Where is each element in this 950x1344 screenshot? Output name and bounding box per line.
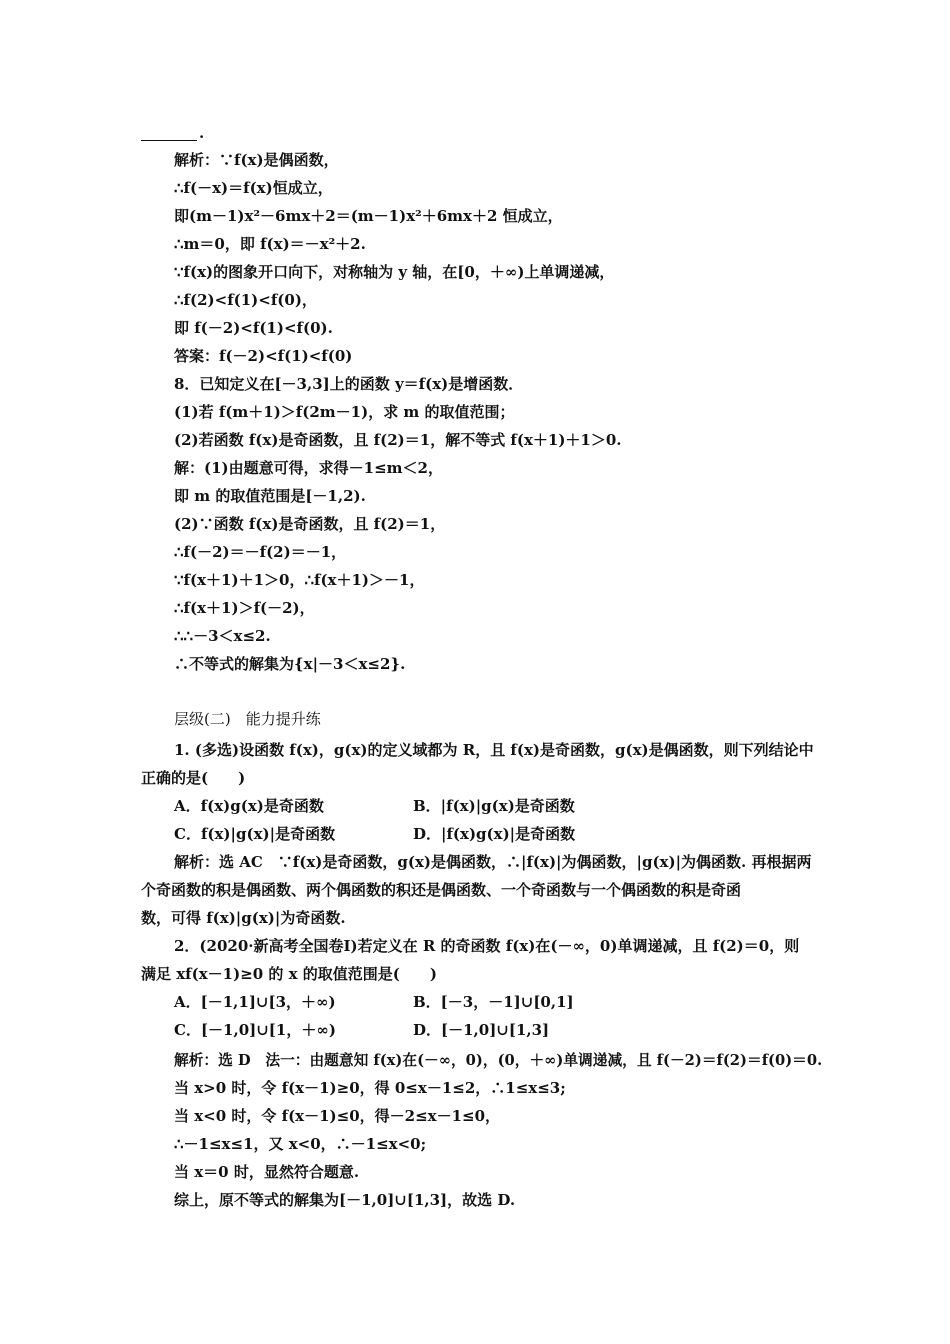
analysis-line: 当 x<0 时，令 f(x－1)≤0，得－2≤x－1≤0， [174, 1107, 501, 1125]
answer-line: 答案：f(－2)<f(1)<f(0) [174, 347, 353, 365]
analysis-line: 当 x＝0 时，显然符合题意. [174, 1163, 360, 1181]
analysis-line: 综上，原不等式的解集为[－1,0]∪[1,3]，故选 D. [174, 1191, 516, 1209]
text-line: ∴f(－x)＝f(x)恒成立， [174, 179, 333, 197]
answer-blank [141, 140, 197, 141]
option-c: C．[－1,0]∪[1，＋∞) [174, 1021, 336, 1039]
question-1-stem: 1. (多选)设函数 f(x)，g(x)的定义域都为 R，且 f(x)是奇函数，g(x)是偶函数，则下列结论中 [174, 741, 814, 759]
text-line: ∴f(x＋1)＞f(－2)， [174, 599, 315, 617]
question-8-part-1: (1)若 f(m＋1)＞f(2m－1)，求 m 的取值范围； [174, 403, 515, 421]
text-line: 即 m 的取值范围是[－1,2). [174, 487, 366, 505]
text-line: ∵f(x)的图象开口向下，对称轴为 y 轴，在[0，＋∞)上单调递减， [174, 263, 615, 281]
text-line: 即 f(－2)<f(1)<f(0). [174, 319, 333, 337]
blank-period: . [199, 124, 205, 142]
option-d: D．|f(x)g(x)|是奇函数 [413, 825, 576, 843]
text-line: ∴f(2)<f(1)<f(0)， [174, 291, 317, 309]
analysis-line: 解析：选 D 法一：由题意知 f(x)在(－∞，0)，(0，＋∞)单调递减，且 f(－2)＝f(2)＝f(0)＝0. [174, 1051, 823, 1069]
option-a: A．[－1,1]∪[3，＋∞) [174, 993, 336, 1011]
analysis-line: 当 x>0 时，令 f(x－1)≥0，得 0≤x－1≤2，∴1≤x≤3; [174, 1079, 566, 1097]
text-line: 即(m－1)x²－6mx＋2＝(m－1)x²＋6mx＋2 恒成立， [174, 207, 563, 225]
text-line: ∴不等式的解集为{x|－3＜x≤2}. [174, 655, 406, 673]
text-line: ∵f(x＋1)＋1＞0，∴f(x＋1)＞－1， [174, 571, 425, 589]
question-8-stem: 8．已知定义在[－3,3]上的函数 y＝f(x)是增函数． [174, 375, 524, 393]
text-line: (2)∵函数 f(x)是奇函数，且 f(2)＝1， [174, 515, 446, 533]
option-c: C．f(x)|g(x)|是奇函数 [174, 825, 336, 843]
question-8-part-2: (2)若函数 f(x)是奇函数，且 f(2)＝1，解不等式 f(x＋1)＋1＞0. [174, 431, 622, 449]
section-heading: 层级(二) 能力提升练 [174, 710, 321, 728]
question-2-stem-cont: 满足 xf(x－1)≥0 的 x 的取值范围是( ) [141, 965, 438, 983]
text-line: 解析：∵f(x)是偶函数， [174, 151, 339, 169]
question-1-stem-cont: 正确的是( ) [141, 769, 246, 787]
text-line: ∴f(－2)＝－f(2)＝－1， [174, 543, 347, 561]
option-b: B．|f(x)|g(x)是奇函数 [413, 797, 575, 815]
option-a: A．f(x)g(x)是奇函数 [174, 797, 324, 815]
analysis-line: ∴－1≤x≤1，又 x<0，∴－1≤x<0; [174, 1135, 427, 1153]
text-line: ∴∴－3＜x≤2. [174, 627, 271, 645]
analysis-line: 数，可得 f(x)|g(x)|为奇函数. [141, 909, 346, 927]
option-d: D．[－1,0]∪[1,3] [413, 1021, 550, 1039]
analysis-line: 解析：选 AC ∵f(x)是奇函数，g(x)是偶函数，∴|f(x)|为偶函数，|g(x)|为偶函数. 再根据两 [174, 853, 812, 871]
text-line: ∴m＝0，即 f(x)＝－x²＋2. [174, 235, 366, 253]
question-2-stem: 2．(2020·新高考全国卷Ⅰ)若定义在 R 的奇函数 f(x)在(－∞，0)单调递减，且 f(2)＝0，则 [174, 937, 800, 955]
option-b: B．[－3，－1]∪[0,1] [413, 993, 574, 1011]
analysis-line: 个奇函数的积是偶函数、两个偶函数的积还是偶函数、一个奇函数与一个偶函数的积是奇函 [141, 881, 742, 899]
text-line: 解：(1)由题意可得，求得－1≤m＜2， [174, 459, 443, 477]
